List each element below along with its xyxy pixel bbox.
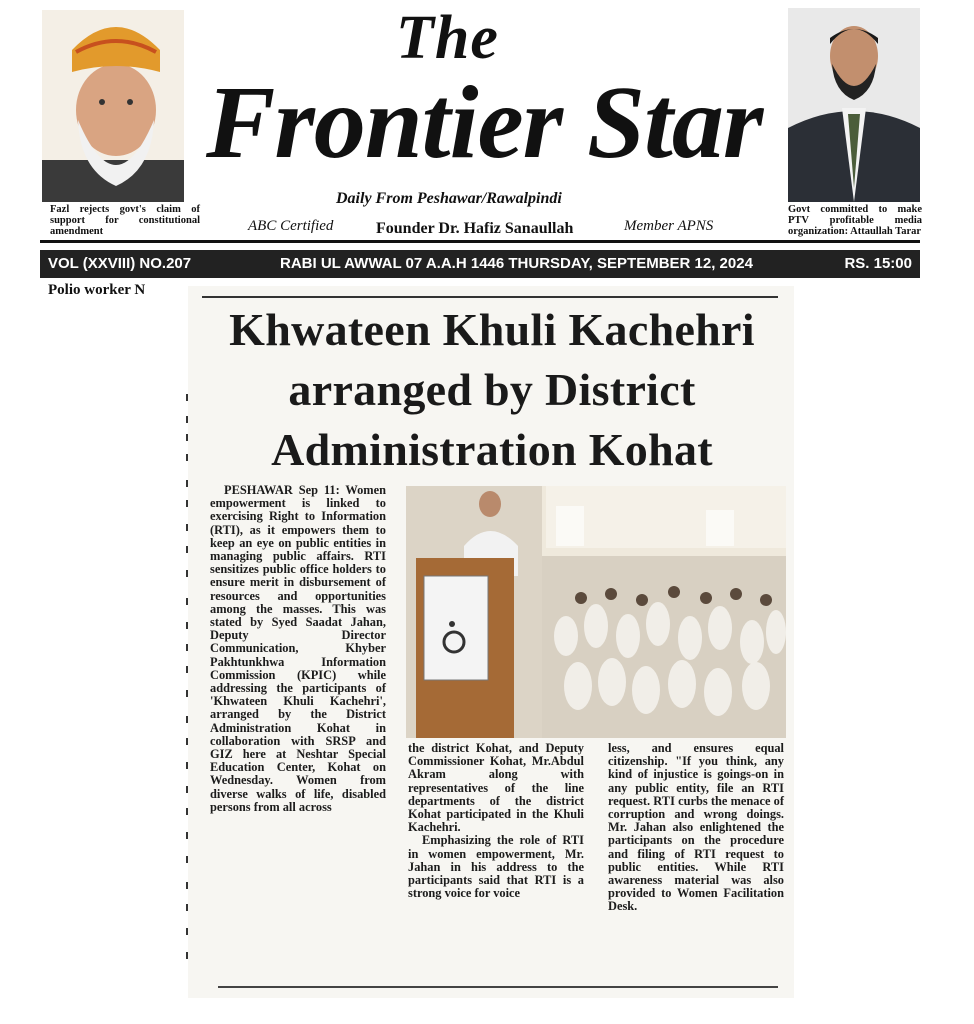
masthead-rule [40,240,920,243]
tagline: Daily From Peshawar/Rawalpindi [336,190,562,207]
brand-the: The [396,4,499,72]
event-photo [406,486,786,738]
issue-date: RABI UL AWWAL 07 A.A.H 1446 THURSDAY, SEPTEMBER 12, 2024 [280,255,753,272]
member-apns: Member APNS [624,218,714,234]
teaser-headline: Polio worker N [48,282,146,298]
article-column-2 [408,742,584,900]
portrait-photo-right [788,8,920,202]
volume-number: VOL (XXVIII) NO.207 [48,255,192,272]
article-headline: Khwateen Khuli Kachehri arranged by District Administration Kohat [229,304,755,475]
article-body-col2-p2: Emphasizing the role of RTI in women empowerment, Mr. Jahan in his address to the participants said that RTI is a strong voice for voice [408,833,584,901]
clipping-top-rule [202,296,778,298]
article-body-col3: less, and ensures equal citizenship. "If you think, any kind of injustice is goings-on in any public entity, file an RTI request. RTI curbs the menace of corruption and wrong doings. Mr. Jahan also enlightened the participants on the procedure and filing of RTI request to public entities. While RTI awareness material was also provided to Women Facilitation Desk. [608,741,784,914]
article-dateline: PESHAWAR Sep 11: [224,483,340,497]
newspaper-masthead [40,4,922,298]
article-body-col1: Women empowerment is linked to exercising Right to Information (RTI), as it empowers them to keep an eye on public entities in managing public affairs. RTI sensitizes public office holders to ensure merit in disbursement of resources and opportunities among the masses. This was stated by Syed Saadat Jahan, Deputy Director Communication, Khyber Pakhtunkhwa Information Commission (KPIC) while addressing the participants of 'Khwateen Khuli Kachehri', arranged by the District Administration Kohat in collaboration with SRSP and GIZ here at Neshtar Special Education Center, Kohat on Wednesday. Women from diverse walks of life, disabled persons from all across [210,483,386,814]
abc-certified: ABC Certified [248,218,334,234]
article-column-3 [608,742,784,914]
caption-right: Govt committed to make PTV profitable media organization: Attaullah Tarar [788,204,922,237]
article-body-col2-p1: the district Kohat, and Deputy Commissioner Kohat, Mr.Abdul Akram along with representatives of the line departments of the district Kohat participated in the Khuli Kachehri. [408,741,584,835]
portrait-photo-left [42,10,184,202]
clipping-bottom-rule [218,986,778,988]
news-clipping [188,286,794,998]
caption-left: Fazl rejects govt's claim of support for constitutional amendment [50,204,200,237]
founder-line: Founder Dr. Hafiz Sanaullah [376,220,574,237]
issue-price: RS. 15:00 [844,255,912,272]
article-column-1 [210,484,386,814]
newspaper-name: Frontier Star [206,65,763,180]
dateline-bar [40,250,920,278]
